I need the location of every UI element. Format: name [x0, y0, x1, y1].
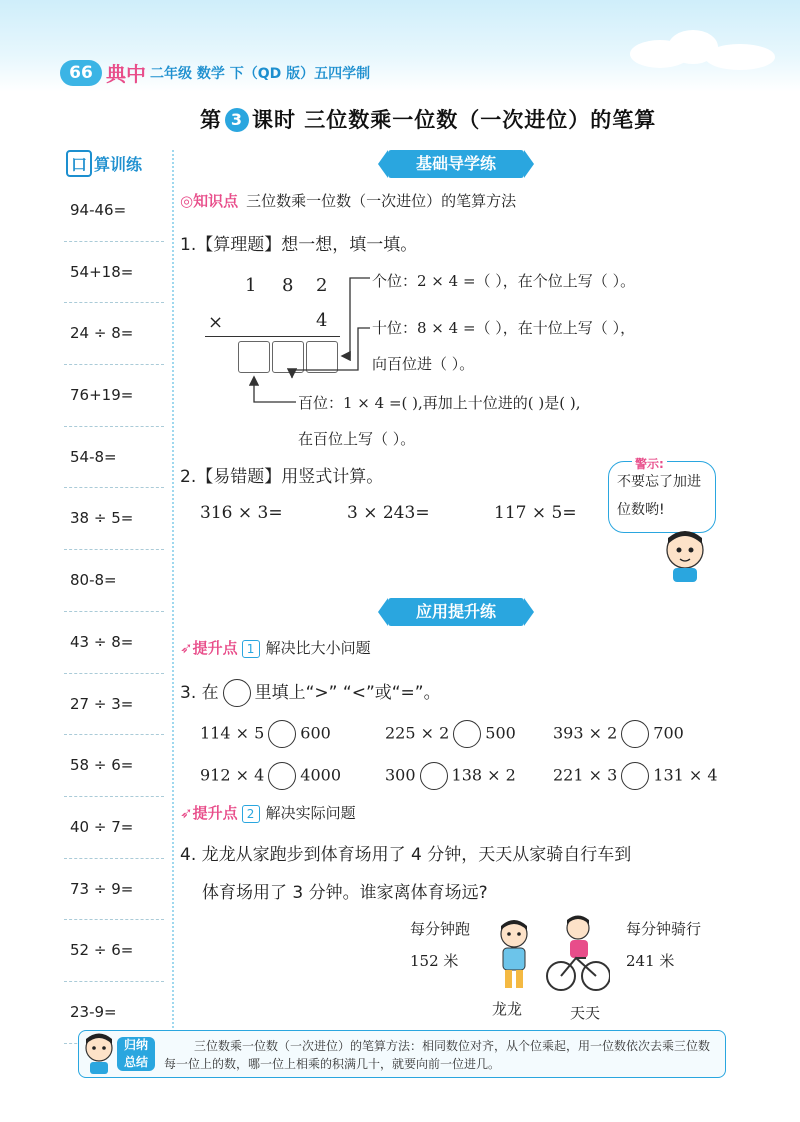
oral-item: 94-46= [64, 180, 164, 242]
compare-left: 221 × 3 [553, 765, 618, 785]
improve-point-1 [180, 637, 371, 658]
oral-item: 58 ÷ 6= [64, 735, 164, 797]
oral-item: 43 ÷ 8= [64, 612, 164, 674]
knowledge-point [180, 190, 516, 211]
title-prefix: 第 [200, 108, 222, 132]
q2-problem: 117 × 5= [494, 503, 577, 523]
q2-problem: 316 × 3= [200, 503, 283, 523]
right-rate-value: 241 米 [626, 952, 675, 970]
compare-circle[interactable] [268, 762, 296, 790]
summary-tag-line1: 归纳 [123, 1038, 148, 1052]
title-suffix: 课时 三位数乘一位数（一次进位）的笔算 [252, 108, 657, 132]
oral-training-list [64, 180, 164, 1044]
q3-stem-a: 3. 在 [180, 683, 219, 703]
q4-line2: 体育场用了 3 分钟。谁家离体育场远? [202, 883, 488, 903]
name-longlong: 龙龙 [492, 1000, 523, 1018]
improve-point-2 [180, 802, 356, 823]
banner-basic: 基础导学练 [388, 150, 524, 178]
point1-text: 解决比大小问题 [265, 639, 371, 657]
oral-item: 54-8= [64, 427, 164, 489]
target-icon: ◎ [180, 192, 194, 210]
compare-circle[interactable] [420, 762, 448, 790]
oral-item: 27 ÷ 3= [64, 674, 164, 736]
multiplicand-digit: 1 [245, 275, 257, 296]
compare-right: 500 [485, 723, 516, 743]
oral-item: 38 ÷ 5= [64, 488, 164, 550]
left-rate-value: 152 米 [410, 952, 459, 970]
knowledge-text: 三位数乘一位数（一次进位）的笔算方法 [246, 192, 517, 210]
example-circle [223, 679, 251, 707]
compare-circle[interactable] [268, 720, 296, 748]
tip-tag: 警示: [632, 455, 667, 472]
compare-left: 225 × 2 [385, 723, 450, 743]
compare-left: 393 × 2 [553, 723, 618, 743]
summary-boy-icon [82, 1030, 116, 1076]
q2-problem: 3 × 243= [347, 503, 430, 523]
compare-right: 138 × 2 [451, 765, 516, 785]
point1-tag: 提升点 [192, 639, 238, 657]
point2-num: 2 [242, 805, 260, 823]
compare-left: 114 × 5 [200, 723, 265, 743]
q3-stem-b: 里填上“>” “<”或“=”。 [254, 683, 441, 703]
q3-stem [180, 678, 441, 707]
compare-left: 300 [385, 765, 416, 785]
compare-left: 912 × 4 [200, 765, 265, 785]
oral-item: 52 ÷ 6= [64, 920, 164, 982]
tens-line2: 向百位进（ ）。 [372, 355, 475, 373]
multiplier: 4 [316, 310, 328, 331]
oral-label: 算训练 [94, 155, 143, 174]
oral-item: 23-9= [64, 982, 164, 1044]
running-boy-icon [492, 918, 536, 990]
cycling-boy-icon [546, 914, 610, 994]
compare-item [200, 762, 341, 790]
oral-item: 73 ÷ 9= [64, 859, 164, 921]
point1-num: 1 [242, 640, 260, 658]
times-sign: × [208, 312, 224, 333]
ones-line: 个位：2 × 4 =（ ），在个位上写（ ）。 [372, 272, 636, 290]
cartoon-boy-icon [655, 528, 715, 584]
compare-right: 600 [300, 723, 331, 743]
page-number: 66 [60, 60, 102, 86]
hundreds-line2: 在百位上写（ ）。 [298, 430, 416, 448]
q1-stem: 1.【算理题】想一想，填一填。 [180, 235, 418, 255]
compare-item [200, 720, 331, 748]
brand-logo: 典中 [106, 62, 146, 86]
tip-bubble: 不要忘了加进位数哟! [608, 461, 716, 533]
multiplicand-digit: 2 [316, 275, 328, 296]
summary-text: 三位数乘一位数（一次进位）的笔算方法：相同数位对齐，从个位乘起，用一位数依次去乘三位数每一位上的数，哪一位上相乘的积满几十，就要向前一位进几。 [164, 1039, 711, 1071]
name-tiantian: 天天 [570, 1004, 601, 1022]
oral-item: 80-8= [64, 550, 164, 612]
oral-item: 40 ÷ 7= [64, 797, 164, 859]
cloud-decoration [705, 44, 775, 70]
knowledge-tag: 知识点 [193, 192, 239, 210]
rocket-icon: ➶ [180, 804, 193, 822]
lesson-title [200, 104, 656, 134]
left-rate-label: 每分钟跑 [410, 920, 471, 938]
point2-text: 解决实际问题 [265, 804, 356, 822]
compare-circle[interactable] [621, 762, 649, 790]
banner-apply: 应用提升练 [388, 598, 524, 626]
series-title: 二年级 数学 下（QD 版）五四学制 [150, 66, 371, 82]
oral-box: 口 [66, 150, 92, 177]
oral-training-logo [66, 150, 142, 177]
q2-stem: 2.【易错题】用竖式计算。 [180, 467, 384, 487]
hundreds-line: 百位：1 × 4 =( ),再加上十位进的( )是( ), [298, 394, 581, 412]
compare-item [385, 720, 516, 748]
compare-right: 4000 [300, 765, 342, 785]
summary-tag [117, 1037, 155, 1071]
q4-line1: 4. 龙龙从家跑步到体育场用了 4 分钟，天天从家骑自行车到 [180, 845, 632, 865]
rocket-icon: ➶ [180, 639, 193, 657]
compare-circle[interactable] [621, 720, 649, 748]
compare-right: 700 [653, 723, 684, 743]
compare-circle[interactable] [453, 720, 481, 748]
compare-item [553, 720, 684, 748]
compare-item [385, 762, 516, 790]
tens-line: 十位：8 × 4 =（ ），在十位上写（ ）， [372, 319, 636, 337]
column-divider [172, 150, 174, 1028]
multiplicand-digit: 8 [282, 275, 294, 296]
oral-item: 54+18= [64, 242, 164, 304]
compare-item [553, 762, 718, 790]
right-rate-label: 每分钟骑行 [626, 920, 702, 938]
point2-tag: 提升点 [192, 804, 238, 822]
summary-tag-line2: 总结 [123, 1055, 148, 1069]
q1-arrows [230, 262, 380, 412]
oral-item: 24 ÷ 8= [64, 303, 164, 365]
compare-right: 131 × 4 [653, 765, 718, 785]
lesson-number: 3 [225, 108, 249, 132]
oral-item: 76+19= [64, 365, 164, 427]
